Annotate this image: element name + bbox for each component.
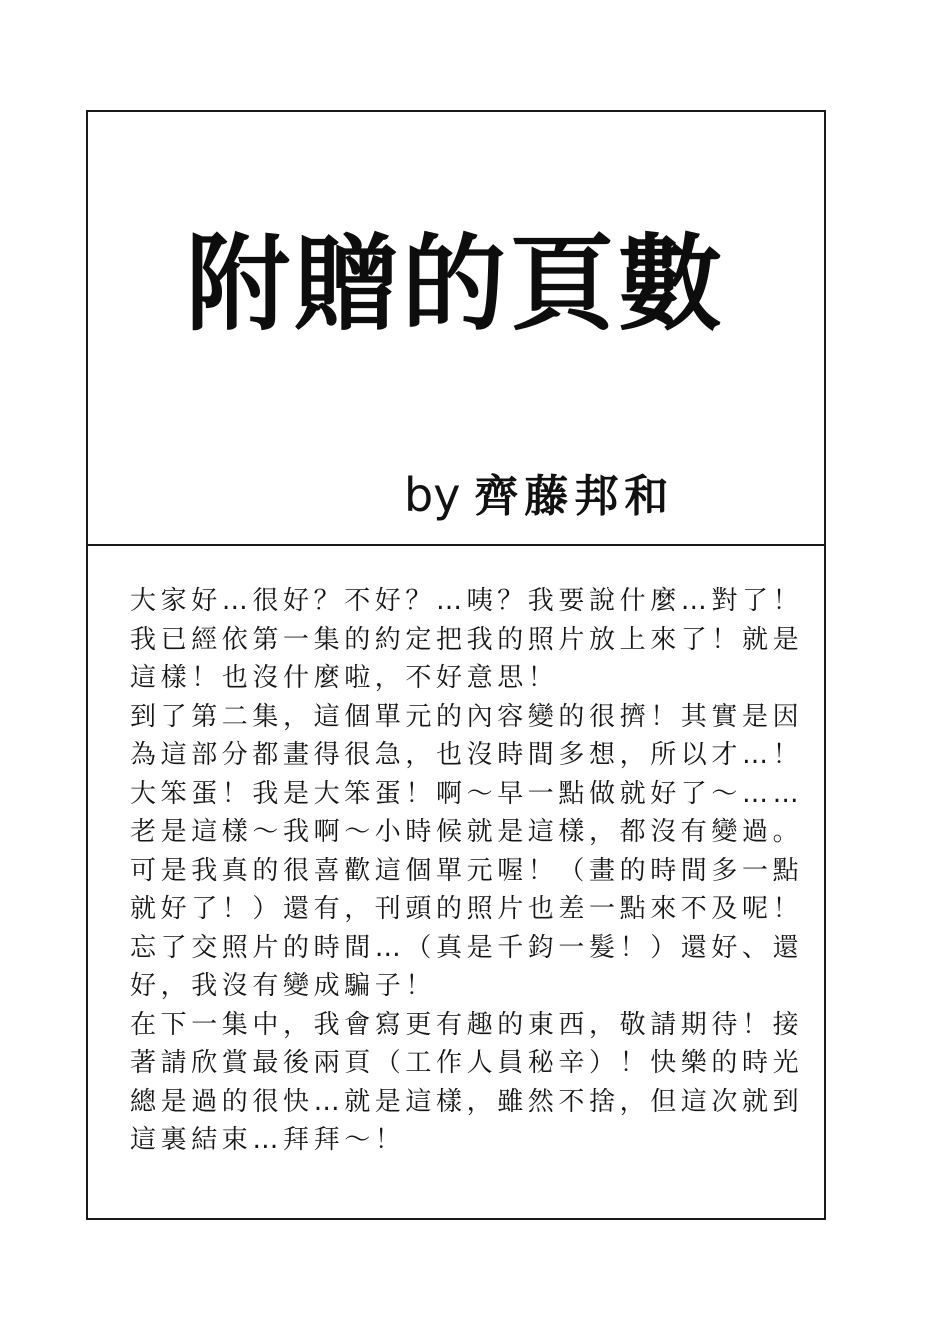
body-line: 老是這樣～我啊～小時候就是這樣，都沒有變過。 xyxy=(130,817,804,847)
body-line: 為這部分都畫得很急，也沒時間多想，所以才…！ xyxy=(130,740,804,770)
body-line: 這樣！也沒什麼啦，不好意思！ xyxy=(130,663,559,693)
body-text xyxy=(130,582,804,1160)
body-line: 忘了交照片的時間…（真是千鈞一髮！）還好、還 xyxy=(130,932,804,963)
body-line: 可是我真的很喜歡這個單元喔！（畫的時間多一點 xyxy=(130,855,804,886)
body-line: 著請欣賞最後兩頁（工作人員秘辛）！快樂的時光 xyxy=(130,1048,804,1078)
body-line: 我已經依第一集的約定把我的照片放上來了！就是 xyxy=(130,624,804,655)
body-line: 大家好…很好？不好？…咦？我要說什麼…對了！ xyxy=(130,586,804,616)
byline-prefix: by xyxy=(404,468,461,522)
page-frame xyxy=(86,110,826,1220)
body-line: 好，我沒有變成騙子！ xyxy=(130,971,437,1001)
body-line: 大笨蛋！我是大笨蛋！啊～早一點做就好了～…… xyxy=(130,778,804,809)
body-line: 在下一集中，我會寫更有趣的東西，敬請期待！接 xyxy=(130,1009,804,1040)
byline xyxy=(404,467,674,525)
body-line: 就好了！）還有，刊頭的照片也差一點來不及呢！ xyxy=(130,894,804,924)
body-line: 這裏結束…拜拜～！ xyxy=(130,1125,406,1155)
body-line: 總是過的很快…就是這樣，雖然不捨，但這次就到 xyxy=(130,1086,804,1117)
section-divider xyxy=(88,544,824,546)
body-line: 到了第二集，這個單元的內容變的很擠！其實是因 xyxy=(130,701,804,732)
page-title: 附贈的頁數 xyxy=(185,223,726,345)
author-name: 齊藤邦和 xyxy=(474,471,675,522)
